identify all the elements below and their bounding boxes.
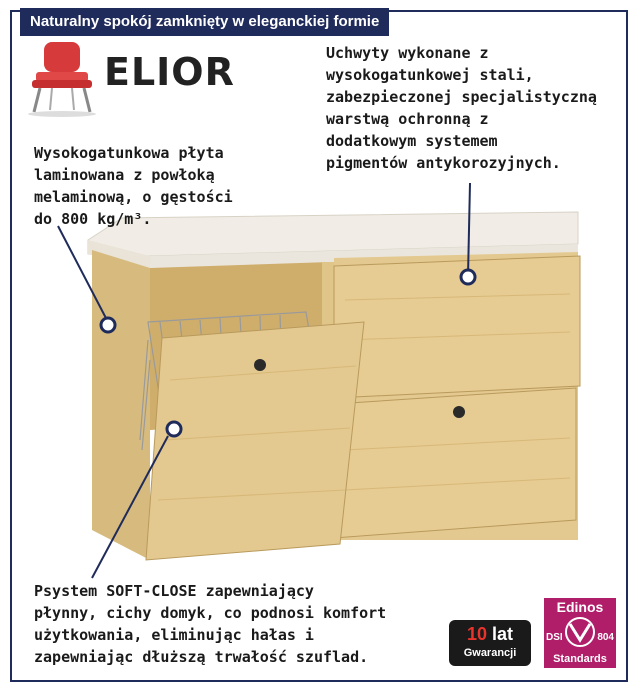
drawer-handle: [453, 406, 465, 418]
callout-line: zapewniając dłuższą trwałość szuflad.: [34, 648, 369, 666]
edinos-badge: [544, 598, 616, 668]
door-handle: [254, 359, 266, 371]
warranty-unit: lat: [492, 624, 514, 644]
callout-line: pigmentów antykorozyjnych.: [326, 154, 561, 172]
callout-line: zabezpieczonej specjalistyczną: [326, 88, 597, 106]
chair-icon: [28, 42, 96, 117]
callout-board: [34, 142, 294, 230]
board-marker: [101, 318, 115, 332]
callout-line: laminowana z powłoką: [34, 166, 215, 184]
callout-line: Uchwyty wykonane z: [326, 44, 489, 62]
edinos-dsi: DSI: [546, 632, 563, 643]
callout-line: dodatkowym systemem: [326, 132, 498, 150]
callout-line: do 800 kg/m³.: [34, 210, 152, 228]
callout-line: płynny, cichy domyk, co podnosi komfort: [34, 604, 387, 622]
brand-name: ELIOR: [104, 50, 235, 94]
callout-line: Wysokogatunkowa płyta: [34, 144, 224, 162]
callout-handles: [326, 42, 626, 174]
edinos-label: Standards: [553, 653, 607, 665]
softclose-marker: [167, 422, 181, 436]
handle-marker: [461, 270, 475, 284]
edinos-name: Edinos: [556, 599, 604, 615]
callout-softclose: [34, 580, 454, 668]
callout-line: wysokogatunkowej stali,: [326, 66, 534, 84]
callout-line: warstwą ochronną z: [326, 110, 489, 128]
banner-title: Naturalny spokój zamknięty w eleganckiej formie: [20, 8, 389, 36]
warranty-label: Gwarancji: [463, 647, 517, 659]
edinos-number: 804: [597, 632, 614, 643]
warranty-badge: [449, 620, 531, 666]
callout-line: Psystem SOFT-CLOSE zapewniający: [34, 582, 314, 600]
warranty-years: 10: [466, 624, 487, 644]
callout-line: użytkowania, eliminując hałas i: [34, 626, 314, 644]
cabinet: [88, 212, 580, 560]
callout-line: melaminową, o gęstości: [34, 188, 233, 206]
